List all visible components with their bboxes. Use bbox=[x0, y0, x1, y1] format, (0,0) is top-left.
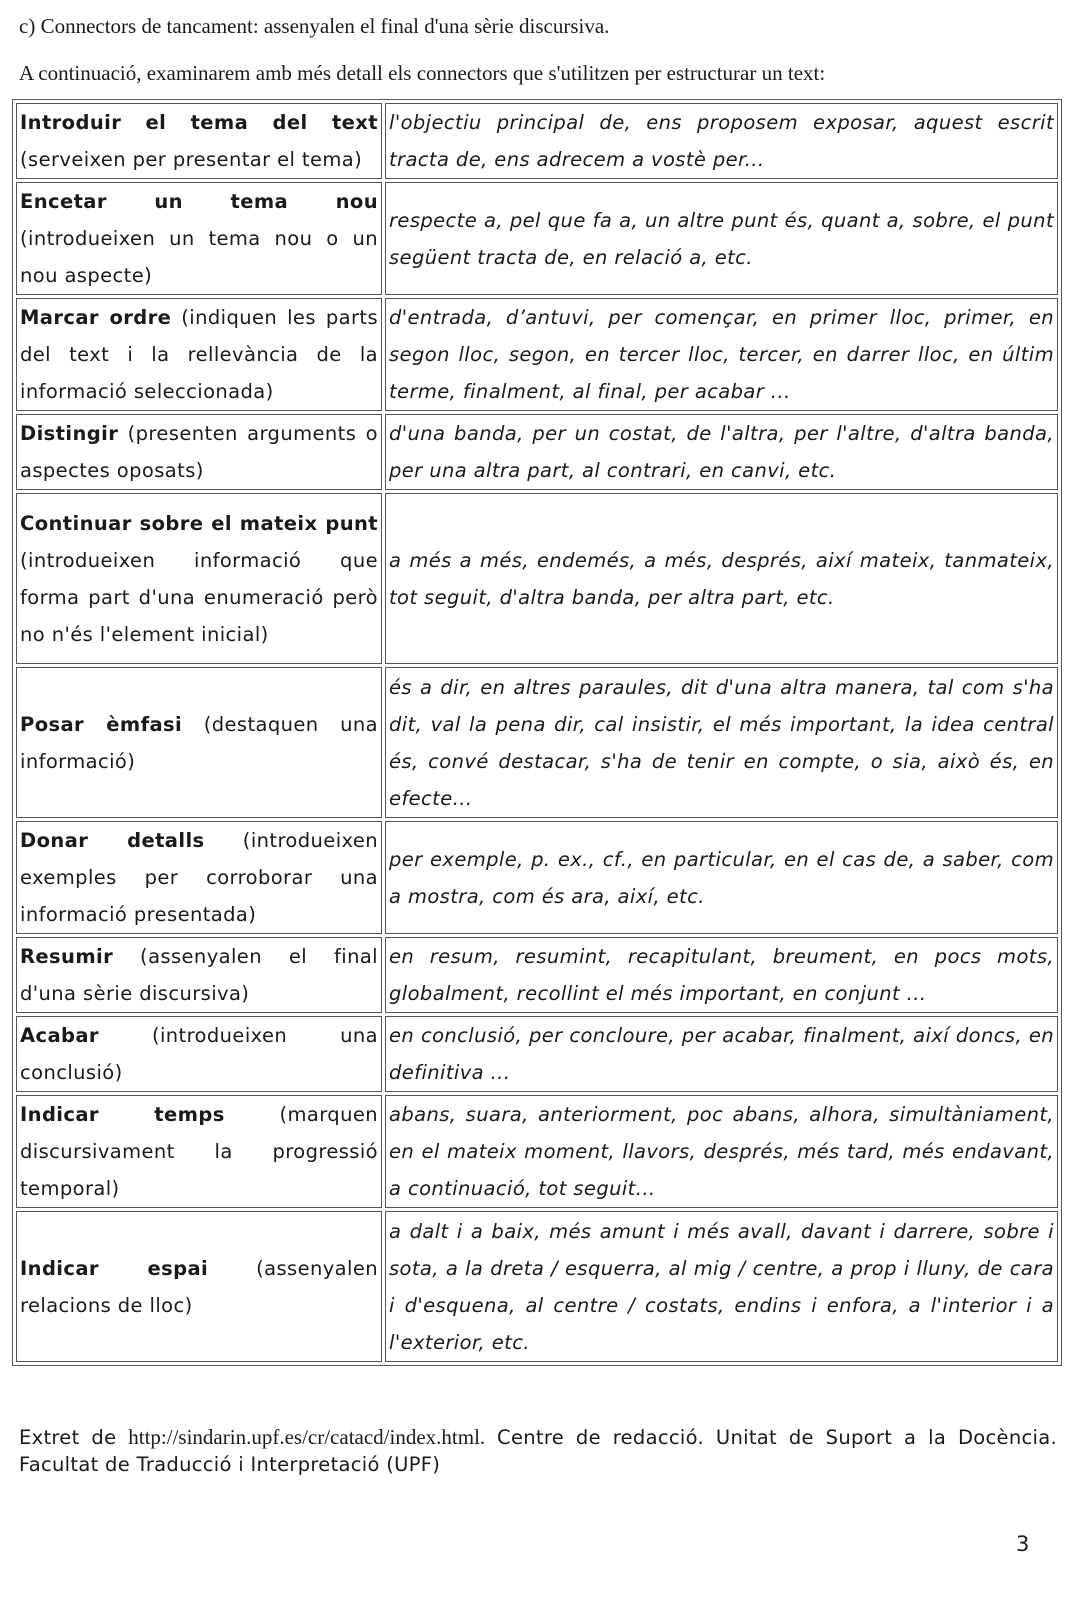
connector-function-term: Resumir bbox=[20, 945, 114, 968]
connector-examples-cell: a més a més, endemés, a més, després, així mateix, tanmateix, tot seguit, d'altra banda, per altra part, etc. bbox=[385, 493, 1058, 664]
connector-function-description: (introdueixen informació que forma part d'una enumeració però no n'és l'element inicial) bbox=[20, 548, 378, 646]
connector-function-term: Indicar temps bbox=[20, 1103, 225, 1126]
connector-function-description: (introdueixen una conclusió) bbox=[20, 1024, 378, 1084]
connector-function-cell bbox=[16, 937, 382, 1013]
source-note bbox=[19, 1424, 1057, 1478]
connector-function-cell bbox=[16, 493, 382, 664]
connector-examples-cell: en resum, resumint, recapitulant, breument, en pocs mots, globalment, recollint el més important, en conjunt ... bbox=[385, 937, 1058, 1013]
connector-function-description: (assenyalen el final d'una sèrie discursiva) bbox=[20, 945, 378, 1005]
connector-examples-cell: d'una banda, per un costat, de l'altra, per l'altre, d'altra banda, per una altra part, al contrari, en canvi, etc. bbox=[385, 414, 1058, 490]
connector-examples-cell: per exemple, p. ex., cf., en particular, en el cas de, a saber, com a mostra, com és ara, així, etc. bbox=[385, 821, 1058, 934]
connector-function-description: (destaquen una informació) bbox=[20, 712, 378, 773]
connector-examples-cell: a dalt i a baix, més amunt i més avall, davant i darrere, sobre i sota, a la dreta / esquerra, al mig / centre, a prop i lluny, de cara i d'esquena, al centre / costats, endins i enfora, a l'interior i a l'exterior, etc. bbox=[385, 1211, 1058, 1362]
connector-examples-cell: respecte a, pel que fa a, un altre punt és, quant a, sobre, el punt següent tracta de, en relació a, etc. bbox=[385, 182, 1058, 295]
connector-function-term: Acabar bbox=[20, 1024, 99, 1047]
connector-function-term: Marcar ordre bbox=[20, 306, 172, 329]
connector-function-description: (presenten arguments o aspectes oposats) bbox=[20, 422, 378, 482]
connector-function-cell bbox=[16, 1016, 382, 1092]
connectors-table bbox=[12, 99, 1062, 1366]
connector-function-cell bbox=[16, 182, 382, 295]
intro-line-1: c) Connectors de tancament: assenyalen el final d'una sèrie discursiva. bbox=[19, 14, 610, 38]
table-row bbox=[16, 1211, 1058, 1362]
source-prefix: Extret de bbox=[19, 1426, 129, 1449]
connector-function-cell bbox=[16, 667, 382, 818]
connector-examples-cell: en conclusió, per concloure, per acabar, finalment, així doncs, en definitiva ... bbox=[385, 1016, 1058, 1092]
table-row bbox=[16, 493, 1058, 664]
table-row bbox=[16, 103, 1058, 179]
table-row bbox=[16, 667, 1058, 818]
connector-function-term: Continuar sobre el mateix punt bbox=[20, 511, 378, 535]
connector-function-cell bbox=[16, 103, 382, 179]
connector-examples-cell: l'objectiu principal de, ens proposem exposar, aquest escrit tracta de, ens adrecem a vostè per... bbox=[385, 103, 1058, 179]
connector-function-cell bbox=[16, 414, 382, 490]
connector-function-term: Donar detalls bbox=[20, 829, 205, 852]
connector-function-term: Indicar espai bbox=[20, 1256, 209, 1280]
table-row bbox=[16, 182, 1058, 295]
connector-function-description: (introdueixen exemples per corroborar una informació presentada) bbox=[20, 829, 379, 926]
connector-examples-cell: és a dir, en altres paraules, dit d'una altra manera, tal com s'ha dit, val la pena dir, cal insistir, el més important, la idea central és, convé destacar, s'ha de tenir en compte, o sia, això és, en efecte... bbox=[385, 667, 1058, 818]
table-row bbox=[16, 937, 1058, 1013]
table-row bbox=[16, 1095, 1058, 1208]
table-row bbox=[16, 298, 1058, 411]
intro-line-2: A continuació, examinarem amb més detall els connectors que s'utilitzen per estructurar un text: bbox=[19, 61, 826, 85]
connector-function-description: (introdueixen un tema nou o un nou aspecte) bbox=[20, 227, 378, 287]
table-row bbox=[16, 821, 1058, 934]
connector-function-term: Encetar un tema nou bbox=[20, 190, 378, 213]
table-row bbox=[16, 1016, 1058, 1092]
connector-function-cell bbox=[16, 1095, 382, 1208]
connector-function-description: (marquen discursivament la progressió temporal) bbox=[20, 1103, 378, 1200]
connector-function-description: (indiquen les parts del text i la rellevància de la informació seleccionada) bbox=[20, 306, 379, 403]
connector-function-term: Posar èmfasi bbox=[20, 712, 183, 736]
table-row bbox=[16, 414, 1058, 490]
connector-function-cell bbox=[16, 821, 382, 934]
source-suffix: Centre de redacció. Unitat de Suport a la Docència. Facultat de Traducció i Interpretació (UPF) bbox=[19, 1426, 1057, 1476]
connector-function-cell bbox=[16, 298, 382, 411]
connector-function-term: Introduir el tema del text bbox=[20, 111, 378, 134]
connector-function-description: (serveixen per presentar el tema) bbox=[20, 148, 363, 171]
connector-function-term: Distingir bbox=[20, 422, 119, 445]
connector-examples-cell: abans, suara, anteriorment, poc abans, alhora, simultàniament, en el mateix moment, llavors, després, més tard, més endavant, a continuació, tot seguit... bbox=[385, 1095, 1058, 1208]
connector-examples-cell: d'entrada, d’antuvi, per començar, en primer lloc, primer, en segon lloc, segon, en tercer lloc, tercer, en darrer lloc, en últim terme, finalment, al final, per acabar ... bbox=[385, 298, 1058, 411]
page-number: 3 bbox=[1016, 1532, 1030, 1556]
connector-function-description: (assenyalen relacions de lloc) bbox=[20, 1256, 378, 1317]
source-url[interactable]: http://sindarin.upf.es/cr/catacd/index.html. bbox=[128, 1425, 486, 1449]
connector-function-cell bbox=[16, 1211, 382, 1362]
